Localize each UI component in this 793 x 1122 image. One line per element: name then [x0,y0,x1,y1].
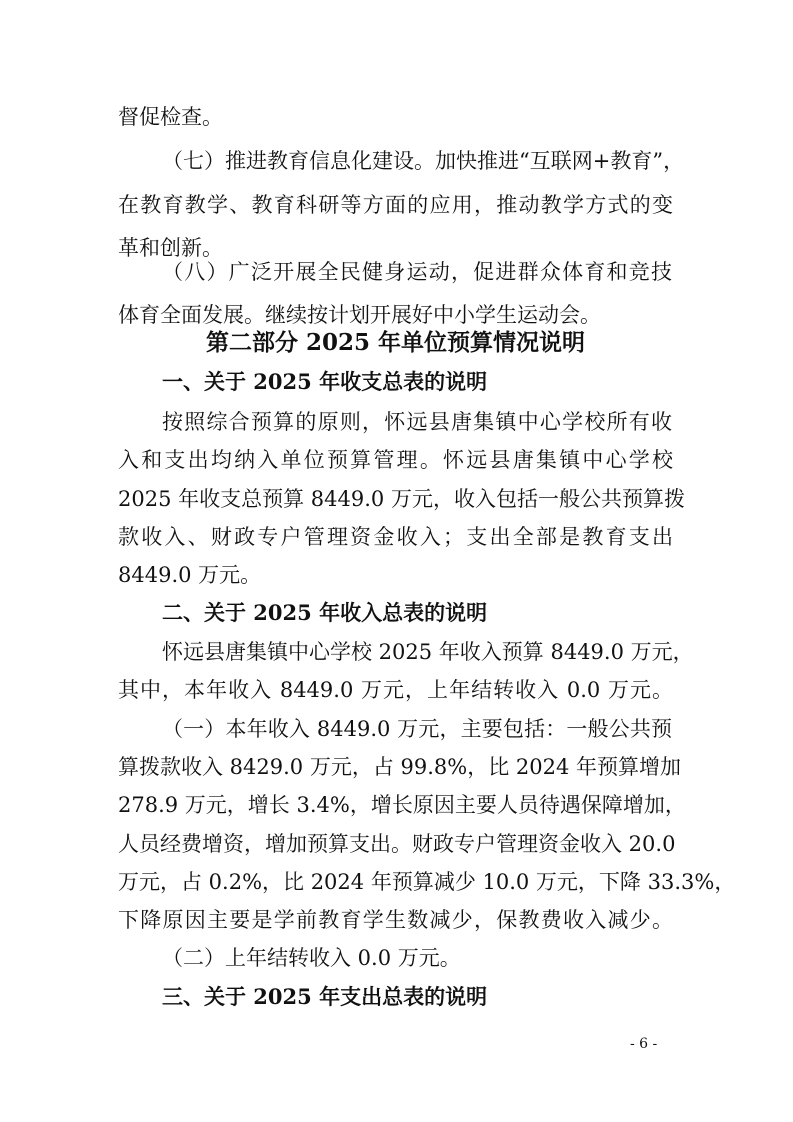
paragraph-line: 下降原因主要是学前教育学生数减少，保教费收入减少。 [118,908,673,932]
paragraph-line: 入和支出均纳入单位预算管理。怀远县唐集镇中心学校 [118,448,673,472]
paragraph-line: 万元，占 0.2%，比 2024 年预算减少 10.0 万元，下降 33.3%， [118,870,736,894]
page-number: - 6 - [630,1036,658,1052]
paragraph-line: 人员经费增资，增加预算支出。财政专户管理资金收入 20.0 [118,832,676,856]
section-title: 三、关于 2025 年支出总表的说明 [162,984,488,1009]
paragraph-line: 督促检查。 [118,105,223,129]
paragraph-line: （七）推进教育信息化建设。加快推进“互联网+教育”， [162,149,685,173]
paragraph-line: 款收入、财政专户管理资金收入；支出全部是教育支出 [118,525,673,549]
paragraph-line: （二）上年结转收入 0.0 万元。 [162,946,461,970]
paragraph-line: 278.9 万元，增长 3.4%，增长原因主要人员待遇保障增加， [118,793,686,817]
paragraph-line: 其中，本年收入 8449.0 万元，上年结转收入 0.0 万元。 [118,678,673,702]
paragraph-line: 按照综合预算的原则，怀远县唐集镇中心学校所有收 [162,410,672,434]
paragraph-line: 在教育教学、教育科研等方面的应用，推动教学方式的变 [118,193,673,217]
paragraph-line: （一）本年收入 8449.0 万元，主要包括：一般公共预 [162,717,672,741]
section-title: 一、关于 2025 年收支总表的说明 [162,369,488,394]
paragraph-line: 2025 年收支总预算 8449.0 万元，收入包括一般公共预算拨 [118,487,685,511]
part-title: 第二部分 2025 年单位预算情况说明 [206,329,586,356]
paragraph-line: （八）广泛开展全民健身运动，促进群众体育和竞技 [162,260,672,284]
paragraph-line: 算拨款收入 8429.0 万元，占 99.8%，比 2024 年预算增加 [118,755,682,779]
paragraph-line: 体育全面发展。继续按计划开展好中小学生运动会。 [118,303,601,327]
paragraph-line: 革和创新。 [118,236,223,260]
paragraph-line: 怀远县唐集镇中心学校 2025 年收入预算 8449.0 万元， [162,640,694,664]
paragraph-line: 8449.0 万元。 [118,563,262,587]
section-title: 二、关于 2025 年收入总表的说明 [162,600,488,625]
